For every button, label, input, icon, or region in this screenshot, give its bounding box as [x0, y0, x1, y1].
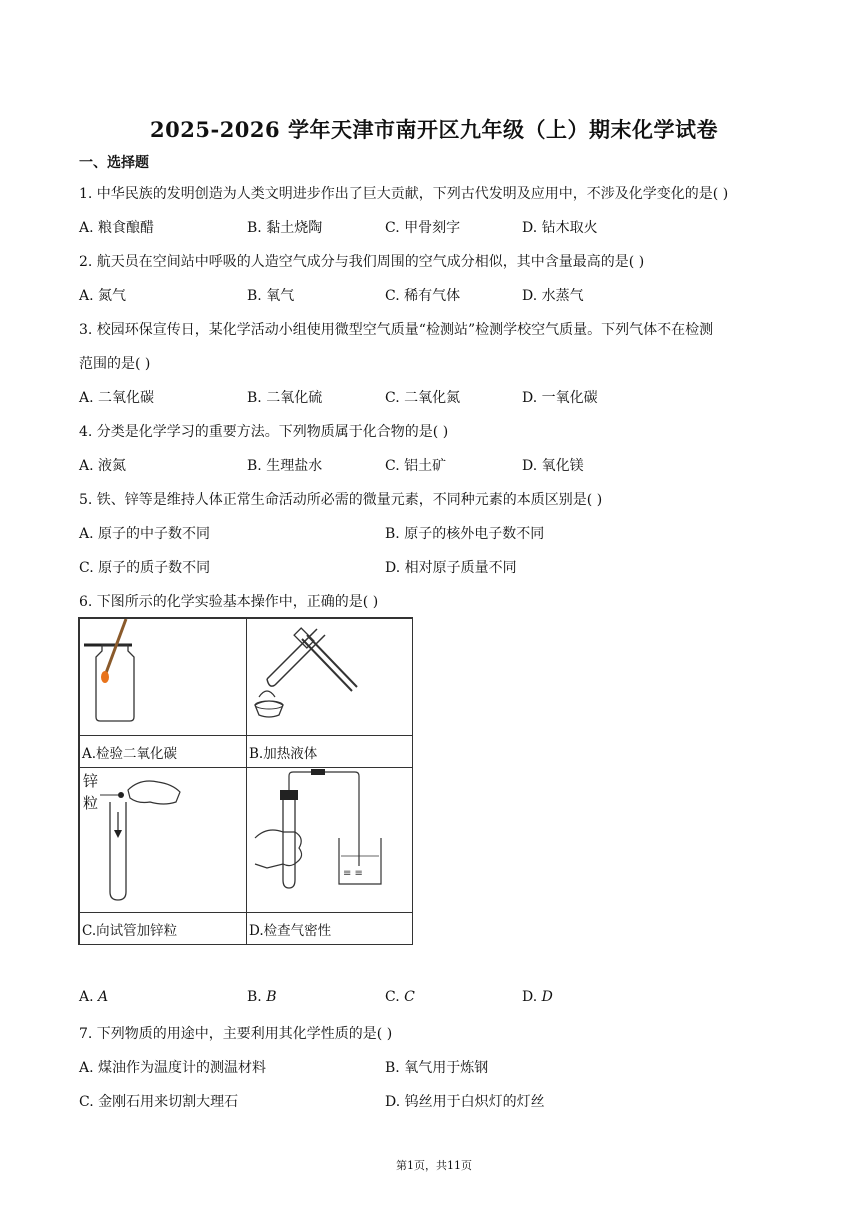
- q2-option-b: B. 氧气: [247, 288, 295, 304]
- question-2-text: 2. 航天员在空间站中呼吸的人造空气成分与我们周围的空气成分相似，其中含量最高的是( ): [79, 254, 645, 270]
- exam-title: 2025-2026 学年天津市南开区九年级（上）期末化学试卷: [150, 117, 718, 142]
- figure-cell-d-caption: [246, 912, 413, 945]
- q3-option-c: C. 二氧化氮: [385, 390, 461, 406]
- experiment-figure-table: [78, 617, 413, 945]
- question-5-text: 5. 铁、锌等是维持人体正常生命活动所必需的微量元素，不同种元素的本质区别是( ): [79, 492, 603, 508]
- caption-b: B.加热液体: [249, 746, 318, 762]
- q3-option-d: D. 一氧化碳: [522, 390, 598, 406]
- q2-option-c: C. 稀有气体: [385, 288, 461, 304]
- q7-option-b: B. 氧气用于炼钢: [385, 1060, 489, 1076]
- figure-cell-d-image: [246, 767, 413, 913]
- question-7-text: 7. 下列物质的用途中，主要利用其化学性质的是( ): [79, 1026, 393, 1042]
- q2-option-d: D. 水蒸气: [522, 288, 584, 304]
- q3-option-a: A. 二氧化碳: [79, 390, 155, 406]
- co2-test-illustration: [80, 619, 246, 735]
- q2-option-a: A. 氮气: [79, 288, 127, 304]
- figure-cell-c-image: [79, 767, 247, 913]
- q4-option-b: B. 生理盐水: [247, 458, 323, 474]
- caption-d: D.检查气密性: [249, 923, 332, 939]
- q7-option-c: C. 金刚石用来切割大理石: [79, 1094, 239, 1110]
- zinc-label-1: 锌: [83, 772, 99, 790]
- q5-option-a: A. 原子的中子数不同: [79, 526, 211, 542]
- q6-option-a: A. 𝐴: [79, 989, 109, 1005]
- zinc-label-2: 粒: [83, 794, 99, 812]
- section-heading: 一、选择题: [79, 155, 149, 171]
- q3-option-b: B. 二氧化硫: [247, 390, 323, 406]
- caption-a: A.检验二氧化碳: [82, 746, 178, 762]
- figure-cell-a-image: [79, 618, 247, 736]
- q5-option-d: D. 相对原子质量不同: [385, 560, 517, 576]
- airtightness-check-illustration: [247, 768, 412, 912]
- q7-option-a: A. 煤油作为温度计的测温材料: [79, 1060, 267, 1076]
- q5-option-c: C. 原子的质子数不同: [79, 560, 211, 576]
- q1-option-b: B. 黏土烧陶: [247, 220, 323, 236]
- q1-option-a: A. 粮食酿醋: [79, 220, 155, 236]
- q4-option-a: A. 液氮: [79, 458, 127, 474]
- q6-option-b: B. 𝐵: [247, 989, 277, 1005]
- q1-option-d: D. 钻木取火: [522, 220, 598, 236]
- heating-liquid-illustration: [247, 619, 412, 735]
- caption-c: C.向试管加锌粒: [82, 923, 178, 939]
- q6-option-c: C. 𝐶: [385, 989, 415, 1005]
- figure-cell-b-image: [246, 618, 413, 736]
- question-6-text: 6. 下图所示的化学实验基本操作中，正确的是( ): [79, 594, 379, 610]
- q5-option-b: B. 原子的核外电子数不同: [385, 526, 545, 542]
- question-3-text: 3. 校园环保宣传日，某化学活动小组使用微型空气质量“检测站”检测学校空气质量。下列气体不在检测: [79, 322, 714, 338]
- adding-zinc-illustration: [80, 768, 246, 912]
- q1-option-c: C. 甲骨刻字: [385, 220, 461, 236]
- q7-option-d: D. 钨丝用于白炽灯的灯丝: [385, 1094, 545, 1110]
- q4-option-c: C. 铝土矿: [385, 458, 447, 474]
- question-1-text: 1. 中华民族的发明创造为人类文明进步作出了巨大贡献，下列古代发明及应用中，不涉及化学变化的是( ): [79, 186, 729, 202]
- question-4-text: 4. 分类是化学学习的重要方法。下列物质属于化合物的是( ): [79, 424, 449, 440]
- q6-option-d: D. 𝐷: [522, 989, 553, 1005]
- page-footer: 第1页，共11页: [396, 1159, 472, 1172]
- question-3-text-cont: 范围的是( ): [79, 356, 151, 372]
- figure-cell-a-caption: [79, 735, 247, 768]
- q4-option-d: D. 氧化镁: [522, 458, 584, 474]
- svg-text:≡ ≡: ≡ ≡: [343, 868, 363, 879]
- figure-cell-c-caption: [79, 912, 247, 945]
- figure-cell-b-caption: [246, 735, 413, 768]
